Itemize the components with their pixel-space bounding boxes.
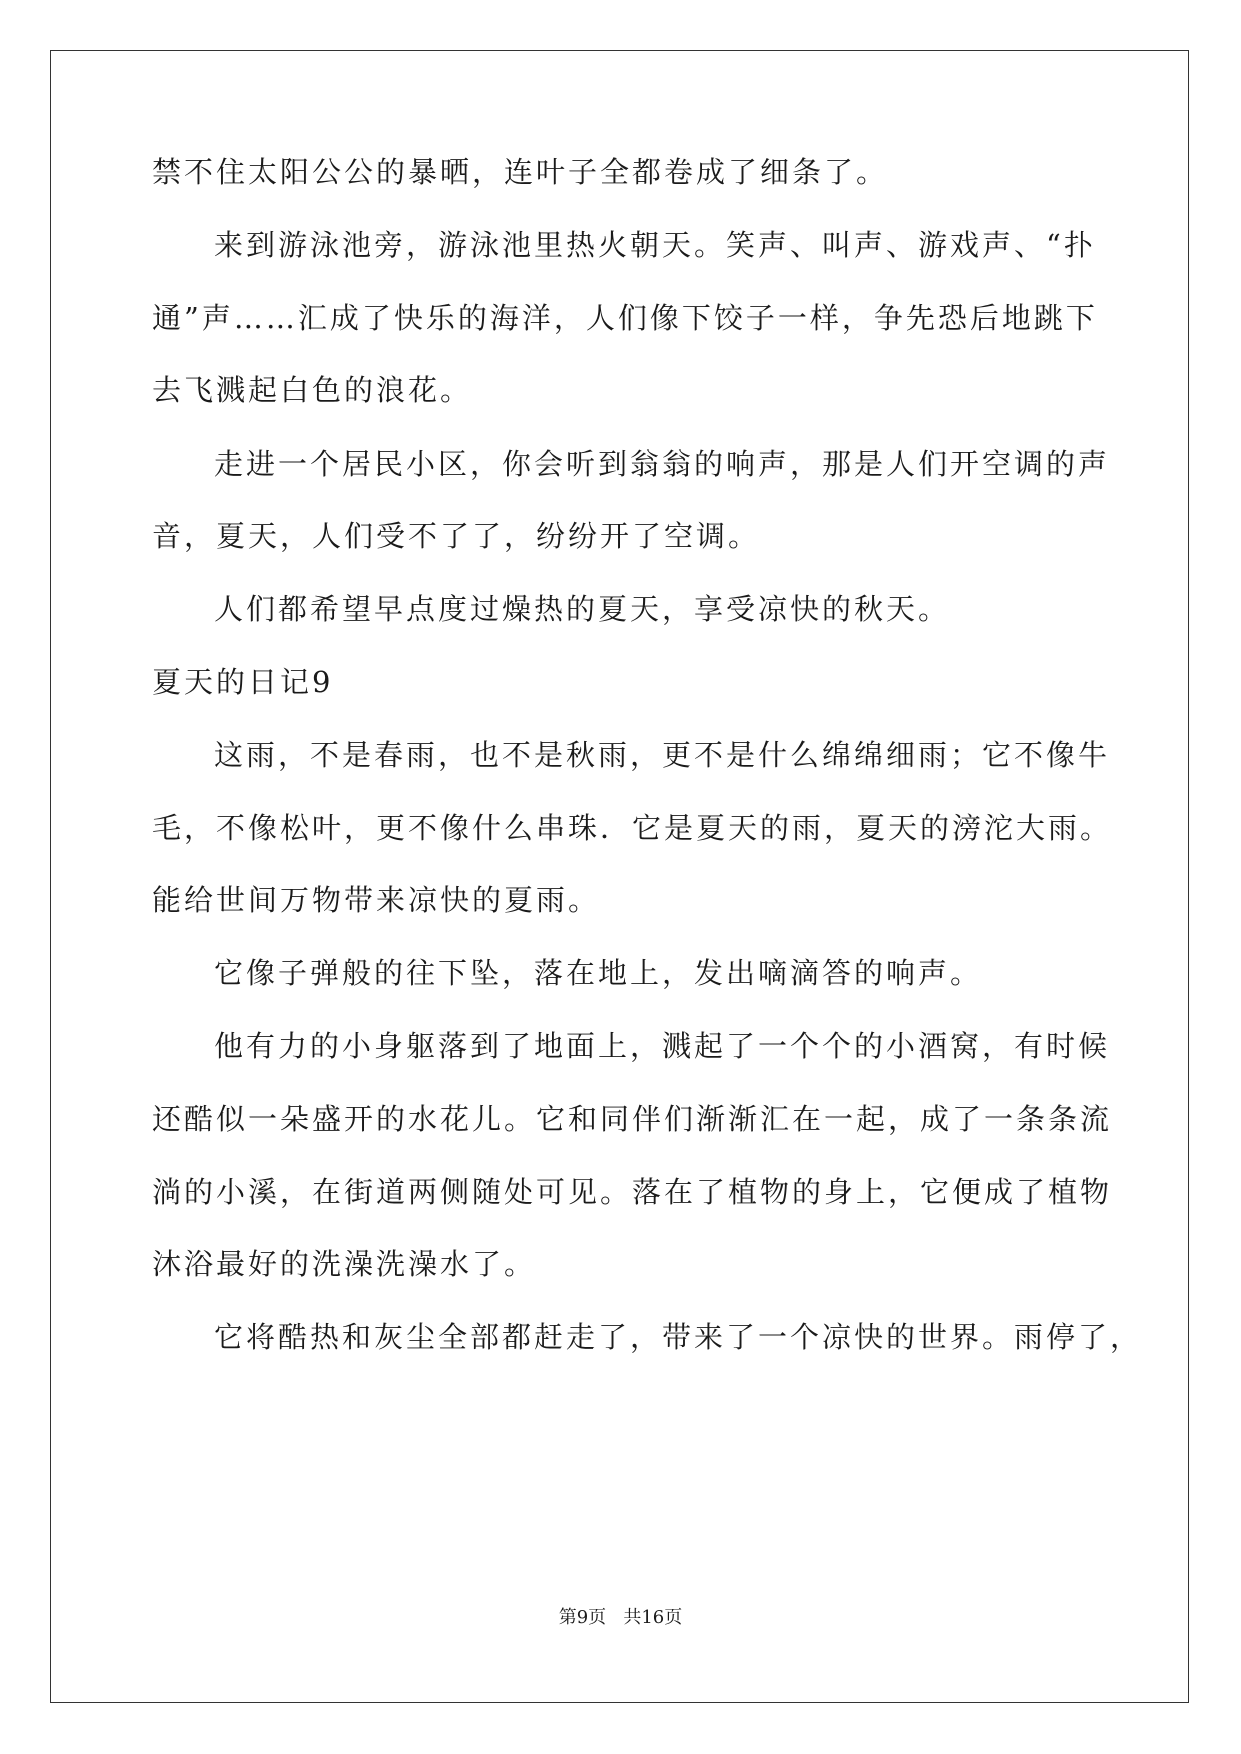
- paragraph-line: 来到游泳池旁，游泳池里热火朝天。笑声、叫声、游戏声、“扑: [214, 228, 1096, 262]
- paragraph-line: 它将酷热和灰尘全部都赶走了，带来了一个凉快的世界。雨停了，: [214, 1320, 1143, 1354]
- text-line: 通”声……汇成了快乐的海洋，人们像下饺子一样，争先恐后地跳下: [152, 301, 1098, 335]
- text-line: 能给世间万物带来凉快的夏雨。: [152, 883, 601, 917]
- text-line: 音，夏天，人们受不了了，纷纷开了空调。: [152, 519, 761, 553]
- text-line: 禁不住太阳公公的暴晒，连叶子全都卷成了细条了。: [152, 155, 889, 189]
- paragraph-line: 人们都希望早点度过燥热的夏天，享受凉快的秋天。: [214, 592, 951, 626]
- page-number-footer: 第9页 共16页: [558, 1607, 683, 1628]
- text-line: 毛，不像松叶，更不像什么串珠．它是夏天的雨，夏天的滂沱大雨。: [152, 811, 1113, 845]
- text-line: 淌的小溪，在街道两侧随处可见。落在了植物的身上，它便成了植物: [152, 1175, 1113, 1209]
- paragraph-line: 走进一个居民小区，你会听到翁翁的响声，那是人们开空调的声: [214, 447, 1111, 481]
- paragraph-line: 他有力的小身躯落到了地面上，溅起了一个个的小酒窝，有时候: [214, 1029, 1111, 1063]
- paragraph-line: 它像子弹般的往下坠，落在地上，发出嘀滴答的响声。: [214, 956, 983, 990]
- text-line: 还酷似一朵盛开的水花儿。它和同伴们渐渐汇在一起，成了一条条流: [152, 1102, 1113, 1136]
- paragraph-line: 这雨，不是春雨，也不是秋雨，更不是什么绵绵细雨；它不像牛: [214, 738, 1111, 772]
- section-heading: 夏天的日记9: [152, 665, 334, 699]
- page-border: [50, 50, 1189, 1703]
- text-line: 去飞溅起白色的浪花。: [152, 373, 473, 407]
- text-line: 沐浴最好的洗澡洗澡水了。: [152, 1247, 537, 1281]
